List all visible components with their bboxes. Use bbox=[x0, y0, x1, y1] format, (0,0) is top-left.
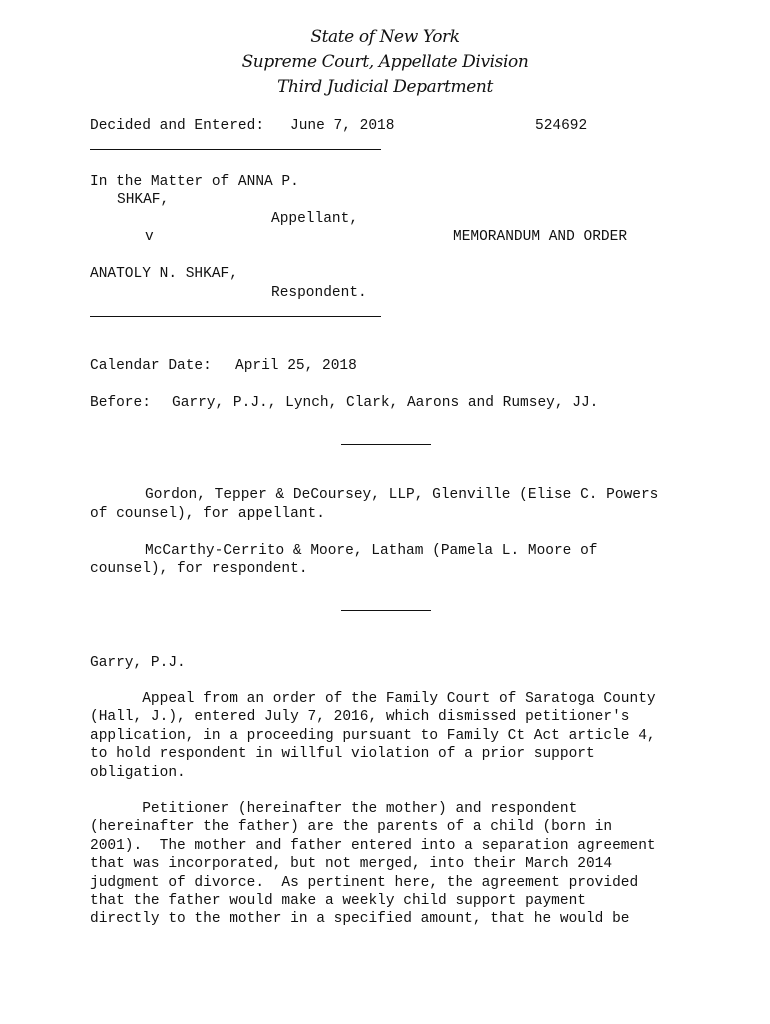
appellant-counsel-line-1: Gordon, Tepper & DeCoursey, LLP, Glenville (Elise C. Powers bbox=[145, 487, 659, 503]
caption-top-rule bbox=[90, 149, 381, 150]
court-name: Supreme Court, Appellate Division bbox=[241, 52, 529, 72]
matter-line-1: In the Matter of ANNA P. bbox=[90, 174, 299, 190]
paragraph-line: judgment of divorce. As pertinent here, the agreement provided bbox=[90, 874, 639, 891]
calendar-date: April 25, 2018 bbox=[235, 358, 357, 374]
paragraph-line: (Hall, J.), entered July 7, 2016, which dismissed petitioner's bbox=[90, 709, 630, 726]
respondent-label: Respondent. bbox=[271, 285, 367, 301]
court-department: Third Judicial Department bbox=[277, 77, 493, 97]
court-state: State of New York bbox=[310, 27, 460, 47]
respondent-counsel-line-2: counsel), for respondent. bbox=[90, 561, 308, 577]
respondent-counsel-line-1: McCarthy-Cerrito & Moore, Latham (Pamela L. Moore of bbox=[145, 543, 598, 559]
paragraph-line: Appeal from an order of the Family Court of Saratoga County bbox=[90, 691, 656, 707]
justices: Garry, P.J., Lynch, Clark, Aarons and Rumsey, JJ. bbox=[172, 395, 599, 411]
paragraph-line: obligation. bbox=[90, 764, 186, 781]
docket-number: 524692 bbox=[535, 118, 588, 134]
before-label: Before: bbox=[90, 395, 151, 411]
paragraph-line: (hereinafter the father) are the parents of a child (born in bbox=[90, 819, 613, 836]
paragraph-line: application, in a proceeding pursuant to Family Ct Act article 4, bbox=[90, 727, 656, 744]
opinion-author: Garry, P.J. bbox=[90, 655, 186, 671]
decided-label: Decided and Entered: bbox=[90, 118, 265, 134]
respondent-name: ANATOLY N. SHKAF, bbox=[90, 266, 238, 282]
section-divider-2 bbox=[341, 610, 431, 611]
document-type: MEMORANDUM AND ORDER bbox=[453, 229, 628, 245]
caption-bottom-rule bbox=[90, 316, 381, 317]
paragraph-line: that the father would make a weekly child support payment bbox=[90, 893, 586, 910]
body-paragraph-1 bbox=[90, 690, 656, 782]
paragraph-line: directly to the mother in a specified amount, that he would be bbox=[90, 911, 630, 928]
decided-date: June 7, 2018 bbox=[290, 118, 395, 134]
calendar-label: Calendar Date: bbox=[90, 358, 212, 374]
paragraph-line: to hold respondent in willful violation of a prior support bbox=[90, 746, 595, 763]
matter-line-2: SHKAF, bbox=[117, 192, 170, 208]
paragraph-line: 2001). The mother and father entered into a separation agreement bbox=[90, 837, 656, 854]
section-divider-1 bbox=[341, 444, 431, 445]
paragraph-line: Petitioner (hereinafter the mother) and respondent bbox=[90, 801, 578, 817]
appellant-counsel-line-2: of counsel), for appellant. bbox=[90, 506, 325, 522]
body-paragraph-2 bbox=[90, 800, 656, 929]
appellant-label: Appellant, bbox=[271, 211, 359, 227]
paragraph-line: that was incorporated, but not merged, into their March 2014 bbox=[90, 856, 613, 873]
versus-label: v bbox=[145, 229, 154, 245]
